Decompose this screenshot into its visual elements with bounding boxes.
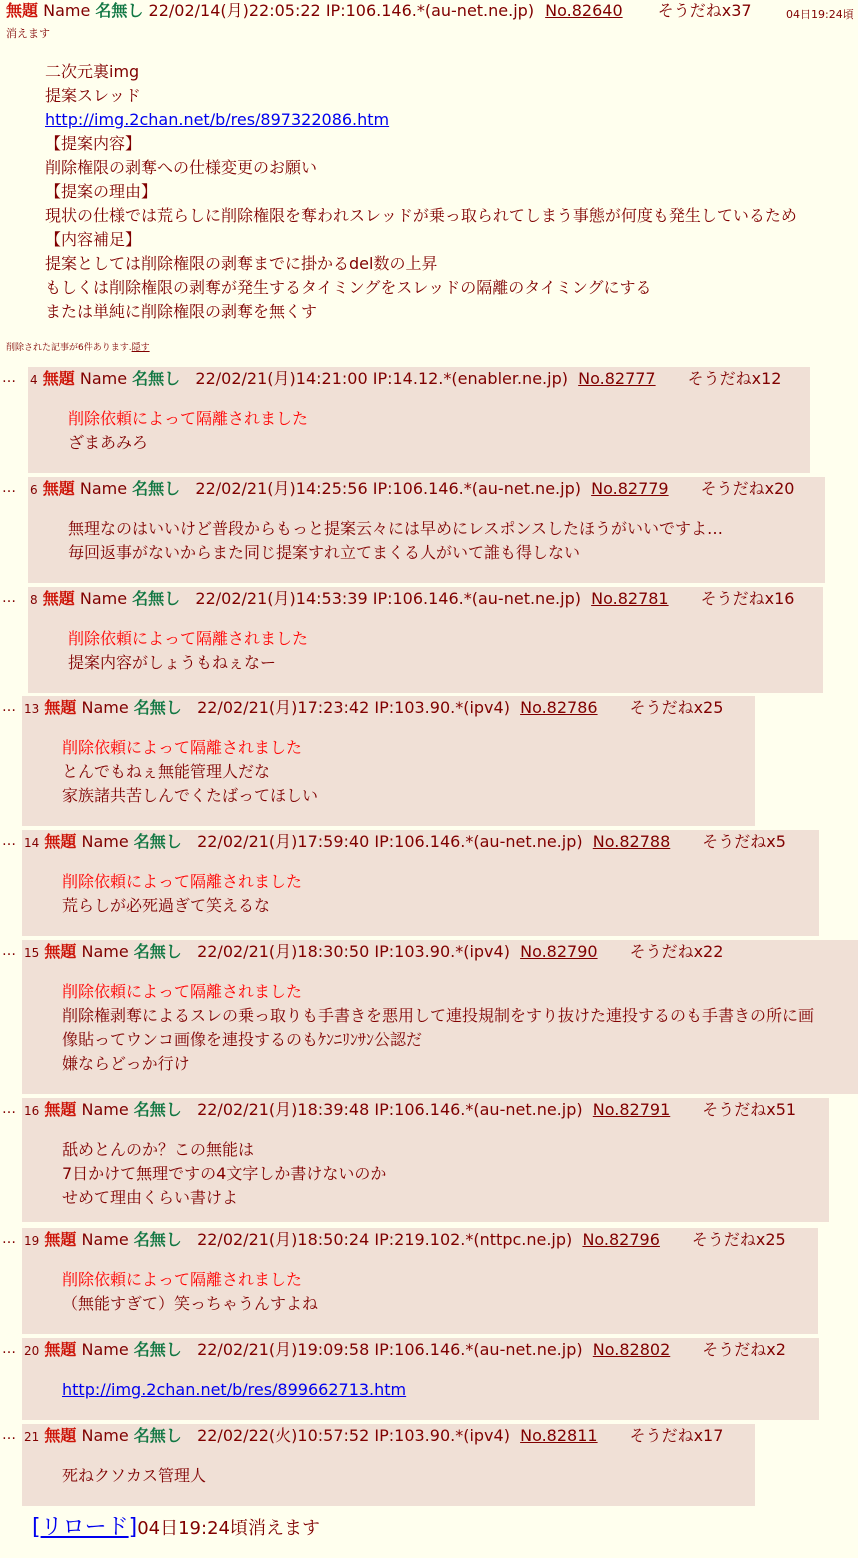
reply-dots: … bbox=[2, 1427, 16, 1443]
reply-sodane-button[interactable]: そうだねx51 bbox=[702, 1100, 797, 1119]
reply-sodane-button[interactable]: そうだねx12 bbox=[687, 369, 782, 388]
reply-body bbox=[62, 980, 814, 1076]
reply-name: 名無し bbox=[133, 832, 182, 851]
reply-name: 名無し bbox=[133, 942, 182, 961]
reply-ip: IP:106.146.*(au-net.ne.jp) bbox=[372, 479, 581, 498]
reply-line: とんでもねぇ無能管理人だな bbox=[62, 762, 271, 781]
reply-box bbox=[22, 830, 819, 936]
reply-header bbox=[24, 1101, 796, 1120]
reply-line: 7日かけて無理ですの4文字しか書けないのか bbox=[62, 1164, 387, 1183]
reply-sodane-button[interactable]: そうだねx16 bbox=[700, 589, 795, 608]
footer-expire: 04日19:24頃消えます bbox=[137, 1518, 320, 1539]
op-datetime: 22/02/14(月)22:05:22 bbox=[148, 1, 321, 20]
reply-header bbox=[24, 1341, 786, 1360]
reply-sodane-button[interactable]: そうだねx25 bbox=[629, 698, 724, 717]
reply-body bbox=[62, 870, 302, 918]
reply-body bbox=[62, 736, 318, 808]
reply-box bbox=[22, 1338, 819, 1420]
reply-line: （無能すぎて）笑っちゃうんすよね bbox=[62, 1294, 319, 1313]
reply-header bbox=[24, 943, 723, 962]
reply-line: 舐めとんのか？この無能は bbox=[62, 1140, 255, 1159]
reply-header bbox=[24, 833, 786, 852]
reply-header bbox=[30, 480, 794, 499]
reply-subject: 無題 bbox=[42, 589, 75, 608]
reply-datetime: 22/02/21(月)17:23:42 bbox=[197, 698, 370, 717]
reply-sodane-button[interactable]: そうだねx22 bbox=[629, 942, 724, 961]
reply-ip: IP:103.90.*(ipv4) bbox=[374, 698, 510, 717]
op-line: もしくは削除権限の剥奪が発生するタイミングをスレッドの隔離のタイミングにする bbox=[45, 278, 652, 297]
reply-box bbox=[22, 696, 755, 826]
reply-subject: 無題 bbox=[44, 942, 77, 961]
reply-body bbox=[68, 407, 308, 455]
reply-datetime: 22/02/21(月)18:50:24 bbox=[197, 1230, 370, 1249]
reply-line: 死ねクソカス管理人 bbox=[62, 1466, 207, 1485]
op-name-label: Name bbox=[43, 1, 91, 20]
reply-datetime: 22/02/21(月)19:09:58 bbox=[197, 1340, 370, 1359]
reply-name-label: Name bbox=[81, 832, 129, 851]
reply-dots: … bbox=[2, 699, 16, 715]
reply-sodane-button[interactable]: そうだねx2 bbox=[702, 1340, 786, 1359]
reply-line: ざまあみろ bbox=[68, 433, 149, 452]
reply-index: 15 bbox=[24, 946, 40, 960]
op-body bbox=[45, 60, 797, 324]
reply-name: 名無し bbox=[132, 369, 181, 388]
reply-number-link[interactable]: No.82811 bbox=[520, 1426, 598, 1445]
reply-body bbox=[68, 517, 723, 565]
reply-index: 6 bbox=[30, 483, 38, 497]
op-number-link[interactable]: No.82640 bbox=[545, 1, 623, 20]
op-subject: 無題 bbox=[6, 1, 39, 20]
reply-index: 4 bbox=[30, 373, 38, 387]
op-line: 提案としては削除権限の剥奪までに掛かるdel数の上昇 bbox=[45, 254, 438, 273]
reply-dots: … bbox=[2, 590, 16, 606]
reply-dots: … bbox=[2, 833, 16, 849]
reply-line: 像貼ってウンコ画像を連投するのもｹﾝﾆﾘﾝｻﾝ公認だ bbox=[62, 1030, 423, 1049]
reply-subject: 無題 bbox=[44, 1426, 77, 1445]
reply-subject: 無題 bbox=[44, 698, 77, 717]
op-line: 【内容補足】 bbox=[45, 230, 142, 249]
reply-ip: IP:219.102.*(nttpc.ne.jp) bbox=[374, 1230, 573, 1249]
reply-body bbox=[62, 1268, 318, 1316]
reply-line: せめて理由くらい書けよ bbox=[62, 1188, 239, 1207]
reply-name-label: Name bbox=[79, 479, 128, 498]
reply-datetime: 22/02/21(月)14:53:39 bbox=[195, 589, 368, 608]
reply-box bbox=[22, 1424, 755, 1506]
reply-deleted-notice: 削除依頼によって隔離されました bbox=[62, 982, 303, 1001]
reply-deleted-notice: 削除依頼によって隔離されました bbox=[62, 1270, 303, 1289]
reply-body bbox=[62, 1464, 206, 1488]
reply-name: 名無し bbox=[133, 1340, 182, 1359]
footer bbox=[32, 1510, 320, 1541]
reply-sodane-button[interactable]: そうだねx25 bbox=[691, 1230, 786, 1249]
reply-ip: IP:103.90.*(ipv4) bbox=[374, 942, 510, 961]
reply-number-link[interactable]: No.82779 bbox=[591, 479, 669, 498]
reply-box bbox=[22, 940, 858, 1094]
reply-subject: 無題 bbox=[44, 1230, 77, 1249]
reply-name-label: Name bbox=[79, 589, 128, 608]
reply-name-label: Name bbox=[81, 1340, 129, 1359]
op-thread-link[interactable]: http://img.2chan.net/b/res/897322086.htm bbox=[45, 110, 390, 129]
op-expire-tail: 消えます bbox=[6, 27, 50, 40]
op-ip: IP:106.146.*(au-net.ne.jp) bbox=[325, 1, 535, 20]
reload-bracket-close: ] bbox=[128, 1515, 138, 1540]
reply-name-label: Name bbox=[79, 369, 128, 388]
reply-thread-link[interactable]: http://img.2chan.net/b/res/899662713.htm bbox=[62, 1380, 407, 1399]
reply-subject: 無題 bbox=[42, 479, 75, 498]
op-line: 二次元裏img bbox=[45, 62, 140, 81]
op-line: 【提案の理由】 bbox=[45, 182, 158, 201]
op-line: または単純に削除権限の剥奪を無くす bbox=[45, 302, 318, 321]
reply-index: 16 bbox=[24, 1104, 40, 1118]
reply-name-label: Name bbox=[81, 942, 129, 961]
reply-line: 削除権剥奪によるスレの乗っ取りも手書きを悪用して連投規制をすり抜けた連投するのも手書きの所に画 bbox=[62, 1006, 815, 1025]
reply-number-link[interactable]: No.82791 bbox=[592, 1100, 671, 1119]
reply-datetime: 22/02/21(月)17:59:40 bbox=[197, 832, 370, 851]
reply-number-link[interactable]: No.82790 bbox=[520, 942, 598, 961]
reply-deleted-notice: 削除依頼によって隔離されました bbox=[68, 409, 309, 428]
reply-ip: IP:106.146.*(au-net.ne.jp) bbox=[372, 589, 581, 608]
reply-deleted-notice: 削除依頼によって隔離されました bbox=[62, 872, 303, 891]
reply-header bbox=[30, 370, 781, 389]
reply-ip: IP:106.146.*(au-net.ne.jp) bbox=[374, 832, 583, 851]
reply-dots: … bbox=[2, 1341, 16, 1357]
reply-line: 荒らしが必死過ぎて笑えるな bbox=[62, 896, 271, 915]
reply-dots: … bbox=[2, 943, 16, 959]
reload-bracket-open: [ bbox=[32, 1515, 41, 1540]
reply-line: 無理なのはいいけど普段からもっと提案云々には早めにレスポンスしたほうがいいですよ… bbox=[68, 519, 724, 538]
reply-datetime: 22/02/21(月)18:39:48 bbox=[197, 1100, 370, 1119]
reply-sodane-button[interactable]: そうだねx17 bbox=[629, 1426, 724, 1445]
reply-header bbox=[30, 590, 794, 609]
reply-name: 名無し bbox=[133, 1426, 182, 1445]
op-line: 提案スレッド bbox=[45, 86, 141, 105]
op-name: 名無し bbox=[95, 1, 144, 20]
reply-number-link[interactable]: No.82781 bbox=[591, 589, 669, 608]
deleted-notice bbox=[6, 340, 150, 353]
reply-ip: IP:103.90.*(ipv4) bbox=[374, 1426, 510, 1445]
reply-subject: 無題 bbox=[44, 832, 77, 851]
reply-line: 嫌ならどっか行け bbox=[62, 1054, 190, 1073]
reply-datetime: 22/02/21(月)14:21:00 bbox=[195, 369, 368, 388]
reply-index: 13 bbox=[24, 702, 40, 716]
reply-body bbox=[68, 627, 308, 675]
reply-box bbox=[28, 477, 825, 583]
reply-datetime: 22/02/21(月)14:25:56 bbox=[195, 479, 368, 498]
deleted-notice-text: 削除された記事が6件あります. bbox=[6, 343, 132, 353]
op-expire-head: 04日19:24頃 bbox=[786, 8, 854, 21]
reply-ip: IP:106.146.*(au-net.ne.jp) bbox=[374, 1340, 583, 1359]
reply-index: 19 bbox=[24, 1234, 40, 1248]
reply-deleted-notice: 削除依頼によって隔離されました bbox=[68, 629, 309, 648]
reply-subject: 無題 bbox=[44, 1340, 77, 1359]
reply-body bbox=[62, 1378, 406, 1402]
reply-ip: IP:14.12.*(enabler.ne.jp) bbox=[372, 369, 568, 388]
reply-line: 提案内容がしょうもねぇなー bbox=[68, 653, 277, 672]
reply-name: 名無し bbox=[133, 1100, 182, 1119]
reply-datetime: 22/02/21(月)18:30:50 bbox=[197, 942, 370, 961]
reply-number-link[interactable]: No.82802 bbox=[592, 1340, 671, 1359]
reply-name-label: Name bbox=[81, 698, 129, 717]
reply-number-link[interactable]: No.82786 bbox=[520, 698, 598, 717]
op-sodane-button[interactable]: そうだねx37 bbox=[657, 1, 752, 20]
reply-name: 名無し bbox=[133, 1230, 182, 1249]
reply-subject: 無題 bbox=[42, 369, 75, 388]
reply-number-link[interactable]: No.82777 bbox=[578, 369, 656, 388]
reply-box bbox=[22, 1098, 829, 1222]
reply-index: 21 bbox=[24, 1430, 40, 1444]
reply-sodane-button[interactable]: そうだねx5 bbox=[702, 832, 786, 851]
reply-body bbox=[62, 1138, 386, 1210]
reply-header bbox=[24, 1231, 786, 1250]
reply-deleted-notice: 削除依頼によって隔離されました bbox=[62, 738, 303, 757]
reply-datetime: 22/02/22(火)10:57:52 bbox=[197, 1426, 370, 1445]
reply-dots: … bbox=[2, 1231, 16, 1247]
reply-box bbox=[22, 1228, 818, 1334]
reply-name: 名無し bbox=[132, 589, 181, 608]
reply-ip: IP:106.146.*(au-net.ne.jp) bbox=[374, 1100, 583, 1119]
reply-name-label: Name bbox=[81, 1100, 129, 1119]
reply-sodane-button[interactable]: そうだねx20 bbox=[700, 479, 795, 498]
reply-name-label: Name bbox=[81, 1426, 129, 1445]
reply-number-link[interactable]: No.82788 bbox=[592, 832, 671, 851]
op-line: 現状の仕様では荒らしに削除権限を奪われスレッドが乗っ取られてしまう事態が何度も発生しているため bbox=[45, 206, 797, 225]
reply-dots: … bbox=[2, 370, 16, 386]
reply-index: 8 bbox=[30, 593, 38, 607]
reply-header bbox=[24, 699, 723, 718]
reply-index: 20 bbox=[24, 1344, 40, 1358]
hide-deleted-link[interactable]: 隠す bbox=[131, 343, 150, 353]
reply-dots: … bbox=[2, 1101, 16, 1117]
op-line: 削除権限の剥奪への仕様変更のお願い bbox=[45, 158, 318, 177]
reply-box bbox=[28, 587, 823, 693]
reply-index: 14 bbox=[24, 836, 40, 850]
reply-name-label: Name bbox=[81, 1230, 129, 1249]
reply-dots: … bbox=[2, 480, 16, 496]
reload-link[interactable]: リロード bbox=[40, 1515, 129, 1540]
op-line: 【提案内容】 bbox=[45, 134, 142, 153]
reply-name: 名無し bbox=[132, 479, 181, 498]
reply-name: 名無し bbox=[133, 698, 182, 717]
reply-number-link[interactable]: No.82796 bbox=[582, 1230, 660, 1249]
reply-line: 毎回返事がないからまた同じ提案すれ立てまくる人がいて誰も得しない bbox=[68, 543, 581, 562]
op-header bbox=[6, 2, 752, 20]
reply-line: 家族諸共苦しんでくたばってほしい bbox=[62, 786, 319, 805]
reply-header bbox=[24, 1427, 723, 1446]
reply-subject: 無題 bbox=[44, 1100, 77, 1119]
reply-box bbox=[28, 367, 810, 473]
